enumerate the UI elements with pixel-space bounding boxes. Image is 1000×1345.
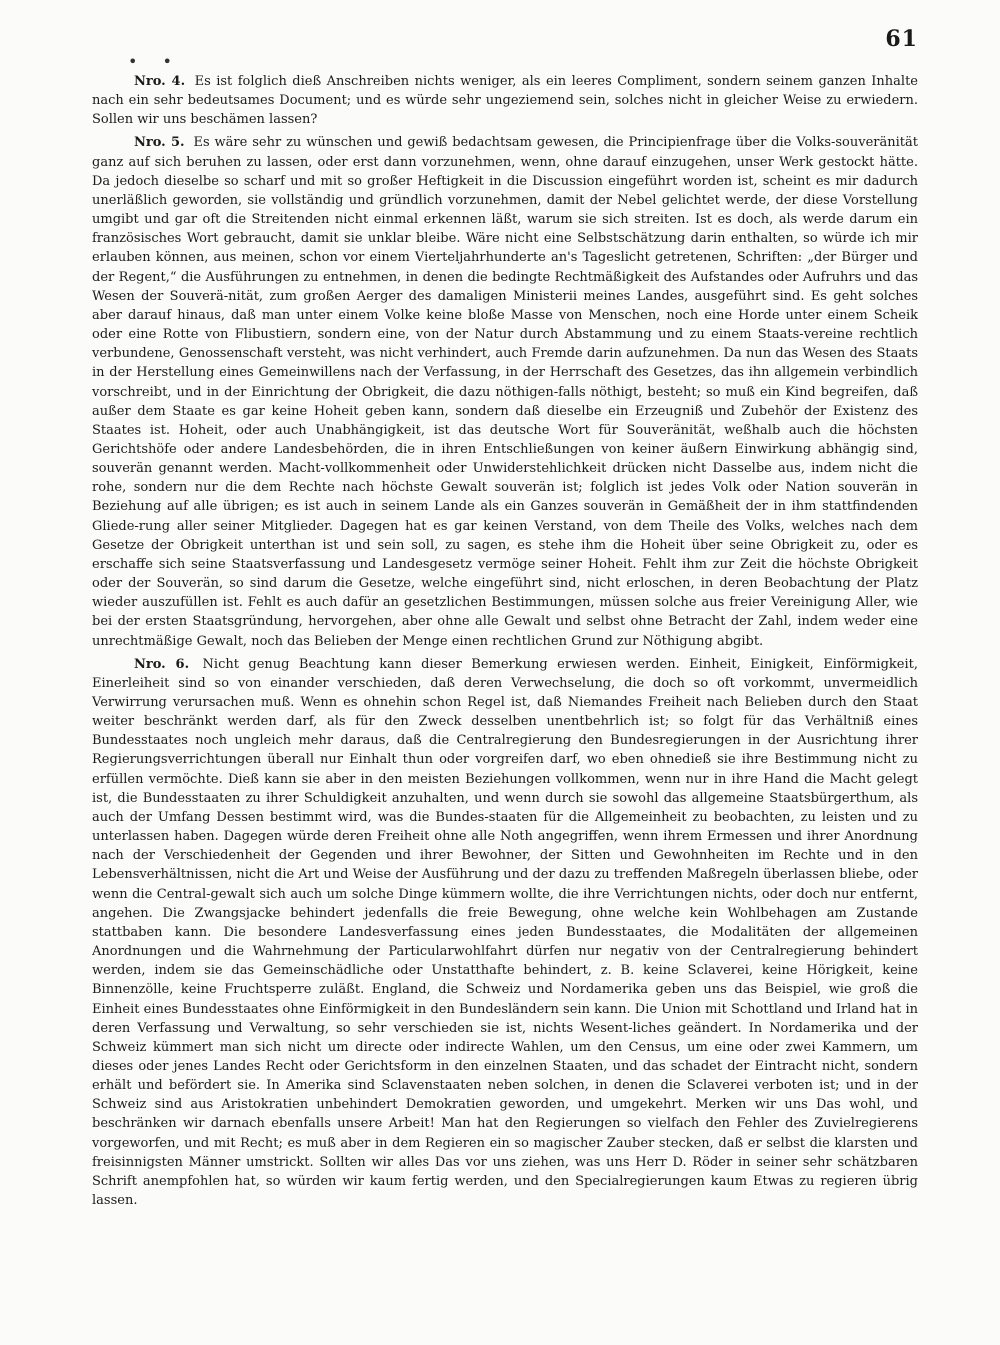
paragraph-nro-5 xyxy=(92,133,918,650)
paragraph-text: Es ist folglich dieß Anschreiben nichts weniger, als ein leeres Compliment, sondern seinem ganzen Inhalte nach ein sehr bedeutsames Document; und es würde sehr ungeziemend sein, solches nicht in gleicher Weise zu erwiedern. Sollen wir uns beschämen lassen? xyxy=(92,74,918,128)
top-mark: • • xyxy=(128,52,182,71)
paragraph-label: Nro. 5. xyxy=(134,135,185,151)
paragraph-nro-6 xyxy=(92,655,918,1211)
paragraph-nro-4 xyxy=(92,72,918,129)
document-body xyxy=(92,72,918,1214)
paragraph-text: Es wäre sehr zu wünschen und gewiß bedachtsam gewesen, die Principienfrage über die Volks-souveränität ganz auf sich beruhen zu lassen, oder erst dann vorzunehmen, wenn, ohne darauf einzugehen, unser Werk gestockt hätte. Da jedoch dieselbe so scharf und mit so großer Heftigkeit in die Discussion eingeführt worden ist, scheint es mir dadurch unerläßlich geworden, sie vollständig und gründlich vorzunehmen, damit der Nebel gelichtet werde, der diese Vorstellung umgibt und gar oft die Streitenden nicht einmal erkennen läßt, warum sie sich streiten. Ist es doch, als werde darum ein französisches Wort gebraucht, damit sie unklar bleibe. Wäre nicht eine Selbstschätzung darin enthalten, so würde ich mir erlauben können, aus meinen, schon vor einem Vierteljahrhunderte an's Tageslicht getretenen, Schriften: „der Bürger und der Regent,“ die Ausführungen zu entnehmen, in denen die bedingte Rechtmäßigkeit des Aufstandes oder Aufruhrs und das Wesen der Souverä-nität, zum großen Aerger des damaligen Ministerii meines Landes, ausgeführt sind. Es geht solches aber darauf hinaus, daß man unter einem Volke keine bloße Masse von Menschen, noch eine Horde unter einem Scheik oder eine Rotte von Flibustiern, sondern eine, von der Natur durch Abstammung und zu einem Staats-vereine rechtlich verbundene, Genossenschaft versteht, was nicht verhindert, auch Fremde darin aufzunehmen. Da nun das Wesen des Staats in der Herstellung eines Gemeinwillens nach der Verfassung, in der Herrschaft des Gesetzes, das ihn allgemein verbindlich vorschreibt, und in der Einrichtung der Obrigkeit, die dazu nöthigen-falls nöthigt, besteht; so muß ein Kind begreifen, daß außer dem Staate es gar keine Hoheit geben kann, sondern daß dieselbe ein Erzeugniß und Zubehör der Existenz des Staates ist. Hoheit, oder auch Unabhängigkeit, ist das deutsche Wort für Souveränität, weßhalb auch die höchsten Gerichtshöfe oder andere Landesbehörden, die in ihren Entschließungen von keiner äußern Einwirkung abhängig sind, souverän genannt werden. Macht-vollkommenheit oder Unwiderstehlichkeit drücken nicht Dasselbe aus, indem nicht die rohe, sondern nur die dem Rechte nach höchste Gewalt souverän ist; folglich ist jedes Volk oder Nation souverän in Beziehung auf alle übrigen; es ist auch in seinem Lande als ein Ganzes souverän in Gemäßheit der in ihm stattfindenden Gliede-rung aller seiner Mitglieder. Dagegen hat es gar keinen Verstand, von dem Theile des Volks, welches nach dem Gesetze der Obrigkeit unterthan ist und sein soll, zu sagen, es stehe ihm die Hoheit über seine Obrigkeit zu, oder es erschaffe sich seine Staatsverfassung und Landesgesetz vermöge seiner Hoheit. Fehlt ihm zur Zeit die höchste Obrigkeit oder der Souverän, so sind darum die Gesetze, welche eingeführt sind, nicht erloschen, in deren Beobachtung der Platz wieder auszufüllen ist. Fehlt es auch dafür an gesetzlichen Bestimmungen, müssen solche aus freier Vereinigung Aller, wie bei der ersten Staatsgründung, hervorgehen, aber ohne alle Gewalt und selbst ohne Betracht der Zahl, indem weder eine unrechtmäßige Gewalt, noch das Belieben der Menge einen rechtlichen Grund zur Nöthigung abgibt. xyxy=(92,135,918,649)
paragraph-label: Nro. 6. xyxy=(134,656,190,672)
paragraph-text: Nicht genug Beachtung kann dieser Bemerkung erwiesen werden. Einheit, Einigkeit, Einförmigkeit, Einerleiheit sind so von einander verschieden, daß deren Verwechselung, die doch so oft vorkommt, unvermeidlich Verwirrung verursachen muß. Wenn es ohnehin schon Regel ist, daß Niemandes Freiheit nach Belieben durch den Staat weiter beschränkt werden darf, als für den Zweck desselben unentbehrlich ist; so folgt für das Verhältniß eines Bundesstaates noch ungleich mehr daraus, daß die Centralregierung den Bundesregierungen in der Ausrichtung ihrer Regierungsverrichtungen überall nur Einhalt thun oder vorgreifen darf, wo eben ohnedieß sie ihre Bestimmung nicht zu erfüllen vermöchte. Dieß kann sie aber in den meisten Beziehungen vollkommen, wenn nur in ihre Hand die Macht gelegt ist, die Bundesstaaten zu ihrer Schuldigkeit anzuhalten, und wenn durch sie sowohl das allgemeine Staatsbürgerthum, als auch der Umfang Dessen bestimmt wird, was die Bundes-staaten für die Allgemeinheit zu beobachten, zu leisten und zu unterlassen haben. Dagegen würde deren Freiheit ohne alle Noth angegriffen, wenn ihrem Ermessen und ihrer Anordnung nach der Verschiedenheit der Gegenden und ihrer Bewohner, der Sitten und Gewohnheiten im Rechte und in den Lebensverhältnissen, nicht die Art und Weise der Ausführung und der dazu zu treffenden Maßregeln überlassen bliebe, oder wenn die Central-gewalt sich auch um solche Dinge kümmern wollte, die ihre Verrichtungen nichts, oder doch nur entfernt, angehen. Die Zwangsjacke behindert jedenfalls die freie Bewegung, ohne welche kein Wohlbehagen am Zustande stattbaben kann. Die besondere Landesverfassung eines jeden Bundesstaates, die Modalitäten der allgemeinen Anordnungen und die Wahrnehmung der Particularwohlfahrt dürfen nur negativ von der Centralregierung behindert werden, indem sie das Gemeinschädliche oder Unstatthafte behindert, z. B. keine Sclaverei, keine Hörigkeit, keine Binnenzölle, keine Fruchtsperre zuläßt. England, die Schweiz und Nordamerika geben uns das Beispiel, wie groß die Einheit eines Bundesstaates ohne Einförmigkeit in den Bundesländern sein kann. Die Union mit Schottland und Irland hat in deren Verfassung und Verwaltung, so sehr verschieden sie ist, nichts Wesent-liches geändert. In Nordamerika und der Schweiz kümmert man sich nicht um directe oder indirecte Wahlen, um den Census, um eine oder zwei Kammern, um dieses oder jenes Landes Recht oder Gerichtsform in den einzelnen Staaten, und das schadet der Eintracht nicht, sondern erhält und befördert sie. In Amerika sind Sclavenstaaten neben solchen, in denen die Sclaverei verboten ist; und in der Schweiz sind aus Aristokratien unbehindert Demokratien geworden, und umgekehrt. Merken wir uns Das wohl, und beschränken wir darnach ebenfalls unsere Arbeit! Man hat den Regierungen so vielfach den Fehler des Zuvielregierens vorgeworfen, und mit Recht; es muß aber in dem Regieren ein so magischer Zauber stecken, daß er selbst die klarsten und freisinnigsten Männer umstrickt. Sollten wir alles Das vor uns ziehen, was uns Herr D. Röder in seiner sehr schätzbaren Schrift anempfohlen hat, so würden wir kaum fertig werden, und den Specialregierungen kaum Etwas zu regieren übrig lassen. xyxy=(92,656,918,1209)
paragraph-label: Nro. 4. xyxy=(134,74,186,89)
page-number: 61 xyxy=(885,26,918,52)
